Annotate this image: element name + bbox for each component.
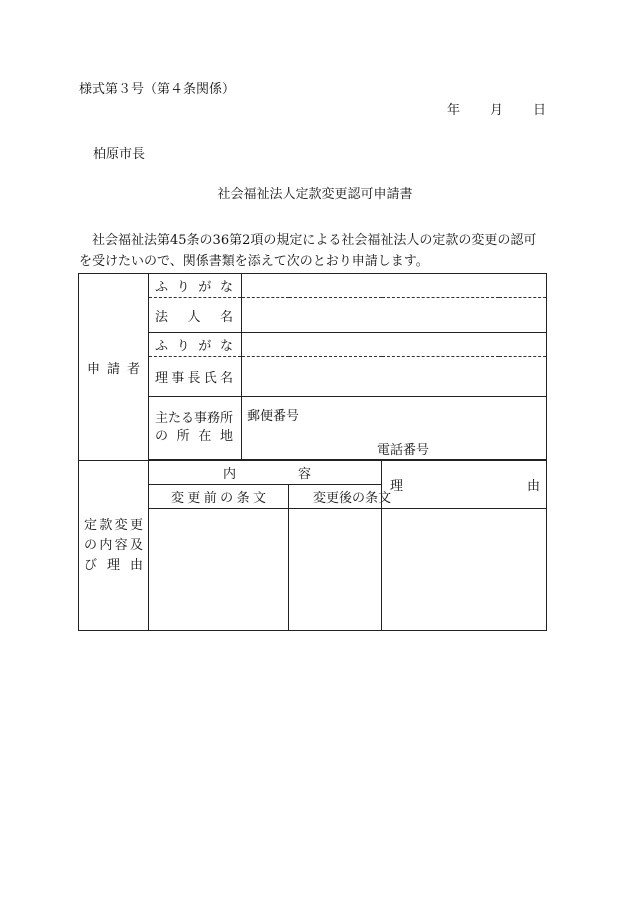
date-month: 月 [490,103,504,118]
furigana-input-2[interactable] [242,333,547,357]
content-header: 内 容 [149,461,382,485]
office-address-input[interactable] [242,397,547,460]
date-day: 日 [533,103,547,118]
change-label-line-2: の 内 容 及 [84,537,143,553]
change-label-line-3: び 理 由 [84,557,143,573]
chairman-name-input[interactable] [242,357,547,397]
office-label-line-1: 主たる事務所 [155,411,234,426]
reason-header: 理 由 [382,461,547,509]
corp-name-label: 法 人 名 [149,298,242,333]
body-line-2: を受けたいので、関係書類を添えて次のとおり申請します。 [79,254,429,269]
after-text-header: 変 更 後 の 条 文 [289,485,382,509]
furigana-label-2: ふ り が な [149,333,242,357]
form-number: 様式第３号（第４条関係） [79,82,236,97]
document-title: 社会福祉法人定款変更認可申請書 [217,187,413,202]
application-table [78,273,547,631]
furigana-label-1: ふ り が な [149,274,242,298]
addressee: 柏原市長 [93,147,146,162]
change-label-cell [79,461,149,631]
chairman-name-label: 理 事 長 氏 名 [149,357,242,397]
furigana-input-1[interactable] [242,274,547,298]
body-text [79,230,549,272]
corp-name-input[interactable] [242,298,547,333]
applicant-label: 申 請 者 [87,361,140,377]
change-label-line-1: 定 款 変 更 [84,517,143,533]
applicant-label-cell [79,274,149,461]
office-label-line-2: の 所 在 地 [155,429,233,444]
office-address-label [149,397,242,460]
phone-label: 電話番号 [377,443,430,458]
reason-input[interactable] [382,509,547,631]
date-year: 年 [447,103,461,118]
body-line-1: 社会福祉法第45条の36第2項の規定による社会福祉法人の定款の変更の認可 [92,233,537,248]
postal-code-label: 郵便番号 [247,409,300,424]
before-text-header: 変 更 前 の 条 文 [149,485,289,509]
before-text-input[interactable] [149,509,289,631]
date-line [447,104,546,117]
after-text-input[interactable] [289,509,382,631]
